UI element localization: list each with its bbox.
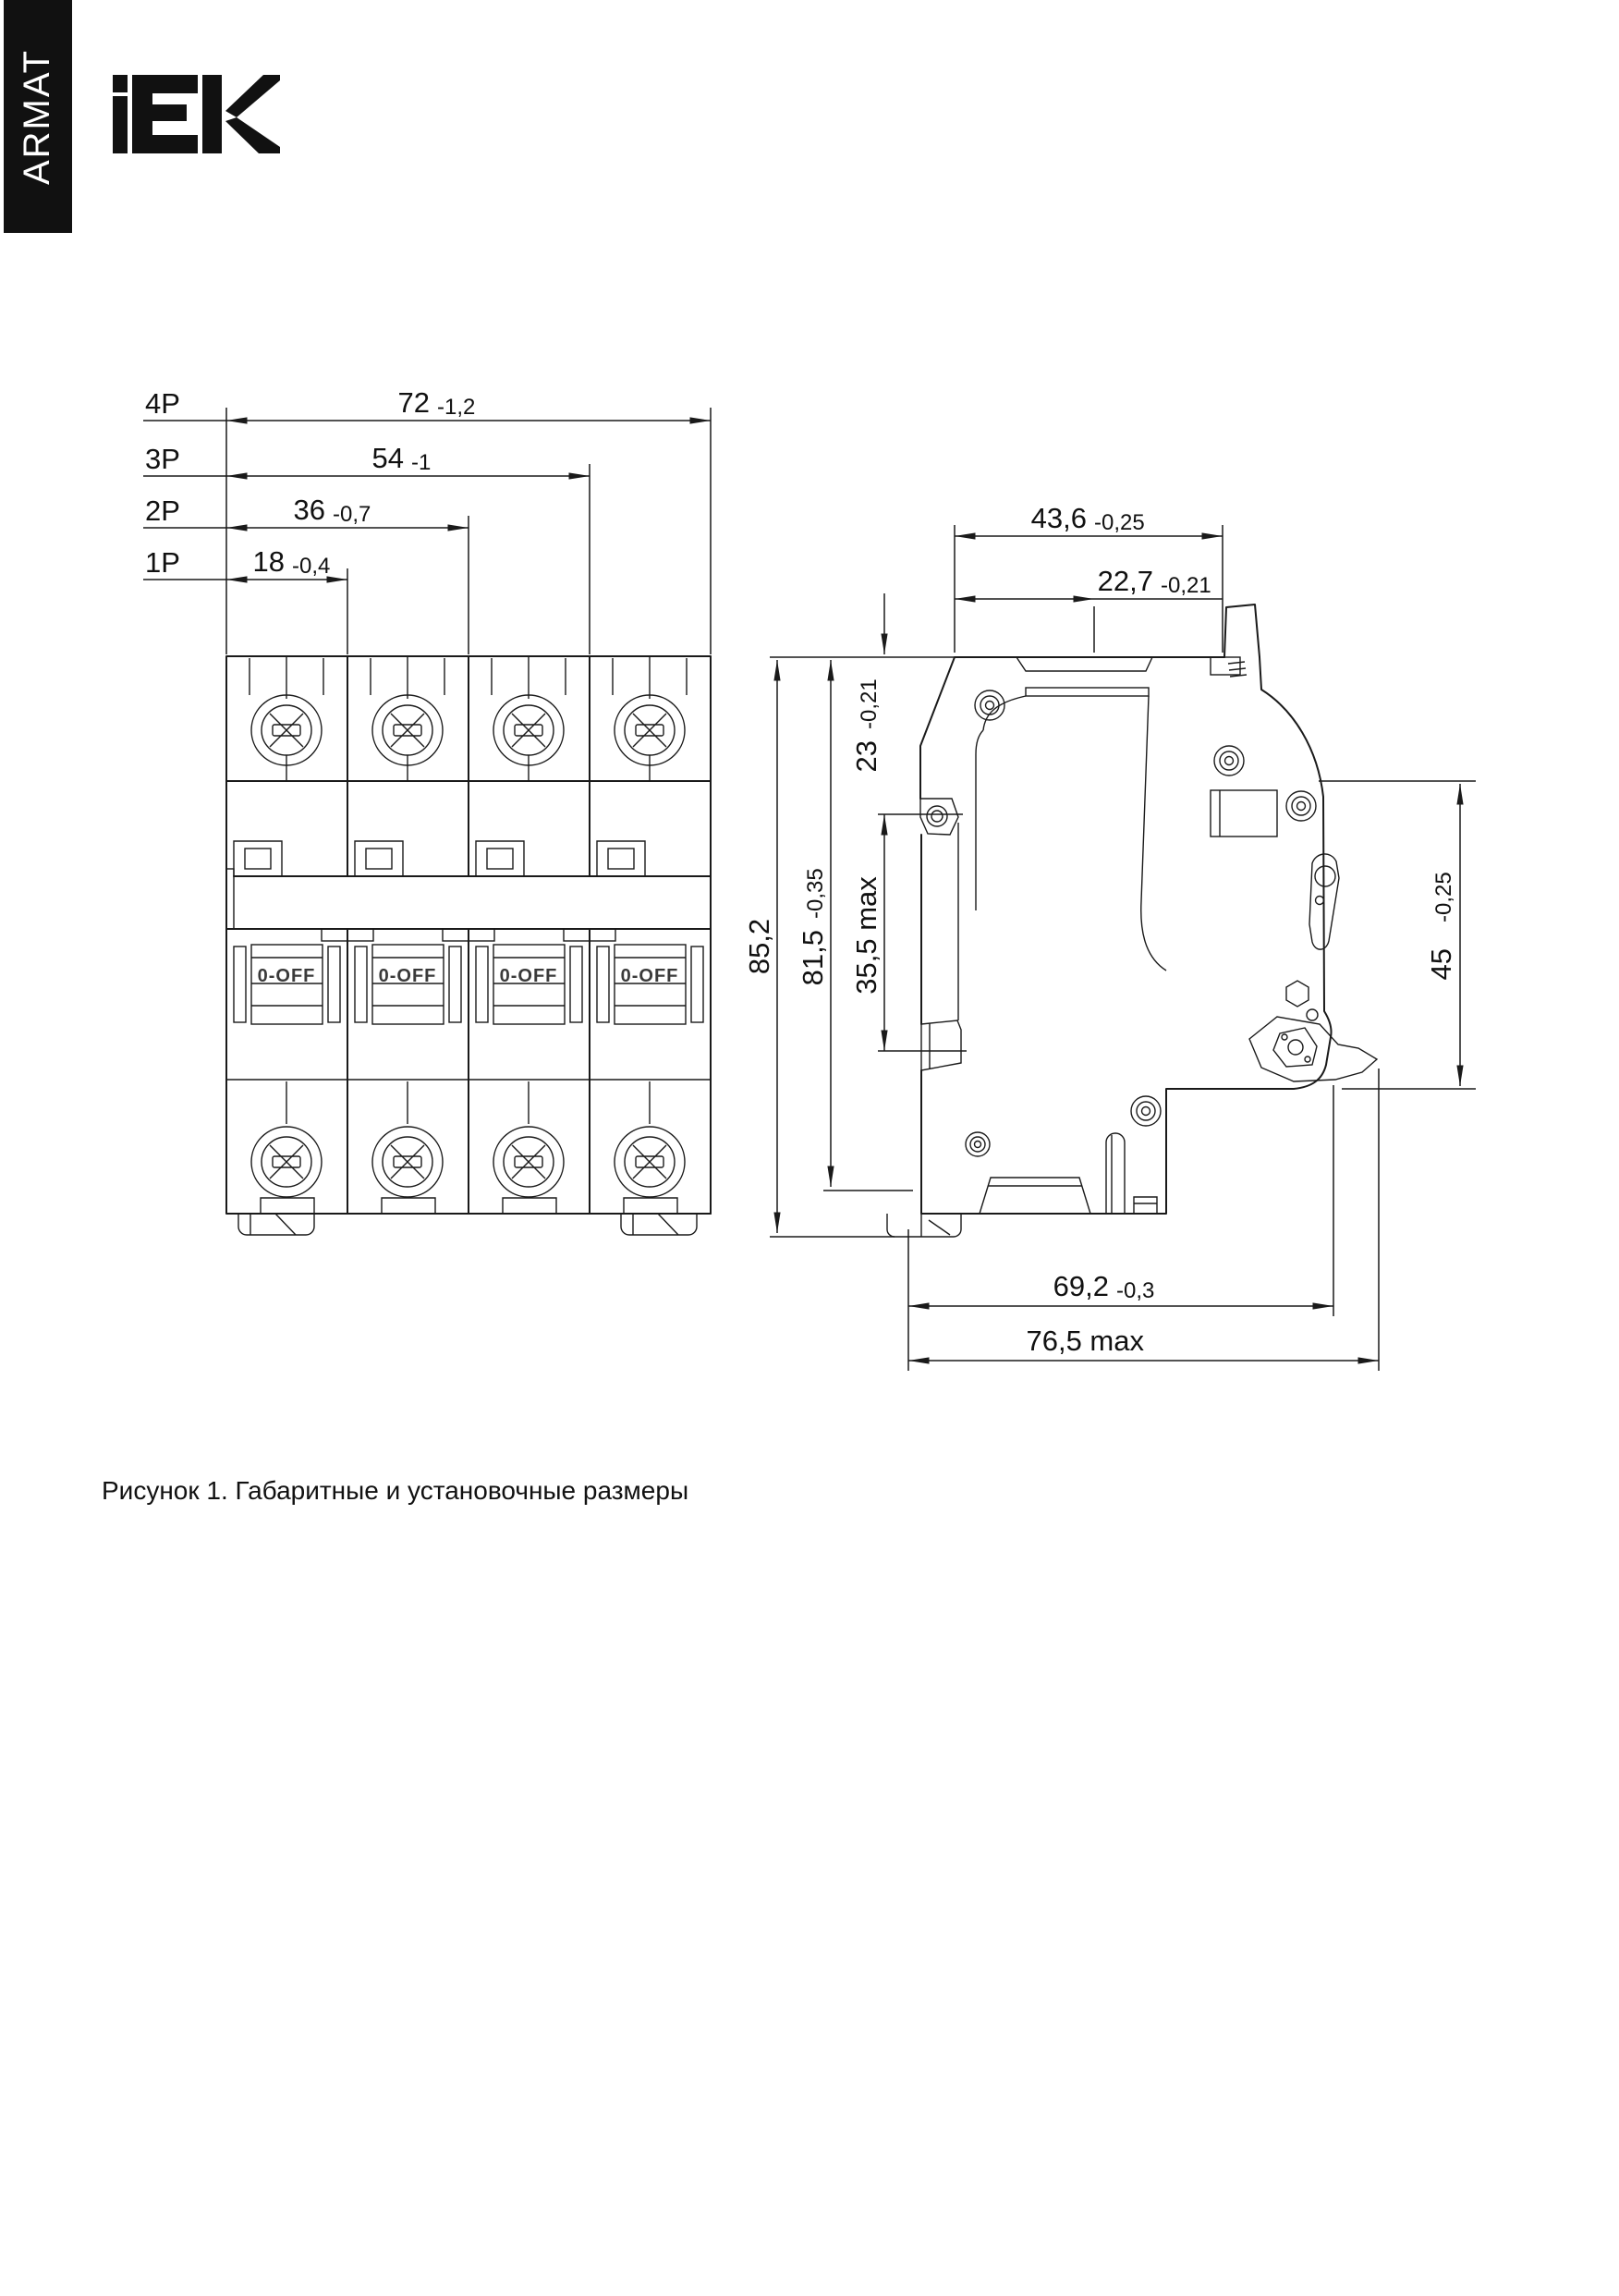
dim-85-2-label bbox=[743, 919, 775, 974]
toggle-state-label: 0-OFF bbox=[378, 966, 437, 986]
dim-18-value: 18 bbox=[252, 545, 285, 578]
svg-text:45: 45 bbox=[1425, 948, 1457, 981]
toggle-state-label: 0-OFF bbox=[620, 966, 679, 986]
dim-18-tolerance: -0,4 bbox=[292, 554, 331, 579]
dim-36-tolerance: -0,7 bbox=[333, 502, 371, 527]
dim-54-tolerance: -1 bbox=[411, 450, 432, 475]
dim-69-2-value: 69,2 bbox=[1053, 1270, 1109, 1302]
pole-count-1p: 1P bbox=[145, 546, 180, 579]
side-view bbox=[743, 502, 1476, 1371]
side-dimensions bbox=[743, 502, 1476, 1371]
front-dimensions bbox=[143, 386, 711, 654]
dim-23-label bbox=[850, 678, 883, 772]
front-view bbox=[143, 386, 711, 1235]
pole-count-4p: 4P bbox=[145, 387, 180, 420]
svg-text:85,2: 85,2 bbox=[743, 918, 775, 975]
front-view-body bbox=[226, 656, 711, 1235]
dim-76-5-value: 76,5 max bbox=[1026, 1325, 1144, 1357]
dim-81-5-label bbox=[797, 868, 829, 985]
dim-43-6-value: 43,6 bbox=[1030, 502, 1087, 534]
toggle-state-label: 0-OFF bbox=[499, 966, 558, 986]
armat-series-label: ARMAT bbox=[17, 48, 58, 185]
svg-text:23: 23 bbox=[850, 740, 883, 773]
dim-69-2-tolerance: -0,3 bbox=[1116, 1278, 1155, 1303]
svg-text:-0,35: -0,35 bbox=[803, 868, 828, 919]
screw-boss bbox=[966, 690, 1316, 1156]
svg-text:35,5 max: 35,5 max bbox=[850, 876, 883, 995]
svg-text:-0,21: -0,21 bbox=[857, 678, 882, 729]
dim-22-7-value: 22,7 bbox=[1097, 565, 1153, 597]
svg-text:81,5: 81,5 bbox=[797, 930, 829, 986]
dim-36-value: 36 bbox=[293, 494, 325, 526]
figure-caption: Рисунок 1. Габаритные и установочные размеры bbox=[102, 1476, 689, 1505]
dim-35-5-label bbox=[850, 876, 883, 995]
dim-54-value: 54 bbox=[371, 442, 404, 474]
dim-43-6-tolerance: -0,25 bbox=[1094, 510, 1145, 535]
dim-45-label bbox=[1425, 872, 1457, 980]
iek-logo bbox=[113, 75, 280, 153]
side-view-body bbox=[887, 605, 1377, 1237]
svg-text:-0,25: -0,25 bbox=[1431, 872, 1456, 922]
toggle-state-label: 0-OFF bbox=[257, 966, 316, 986]
dim-72-tolerance: -1,2 bbox=[437, 395, 476, 420]
dim-72-value: 72 bbox=[397, 386, 430, 419]
pole-count-2p: 2P bbox=[145, 495, 180, 527]
pole-count-3p: 3P bbox=[145, 443, 180, 475]
dim-22-7-tolerance: -0,21 bbox=[1161, 573, 1211, 598]
